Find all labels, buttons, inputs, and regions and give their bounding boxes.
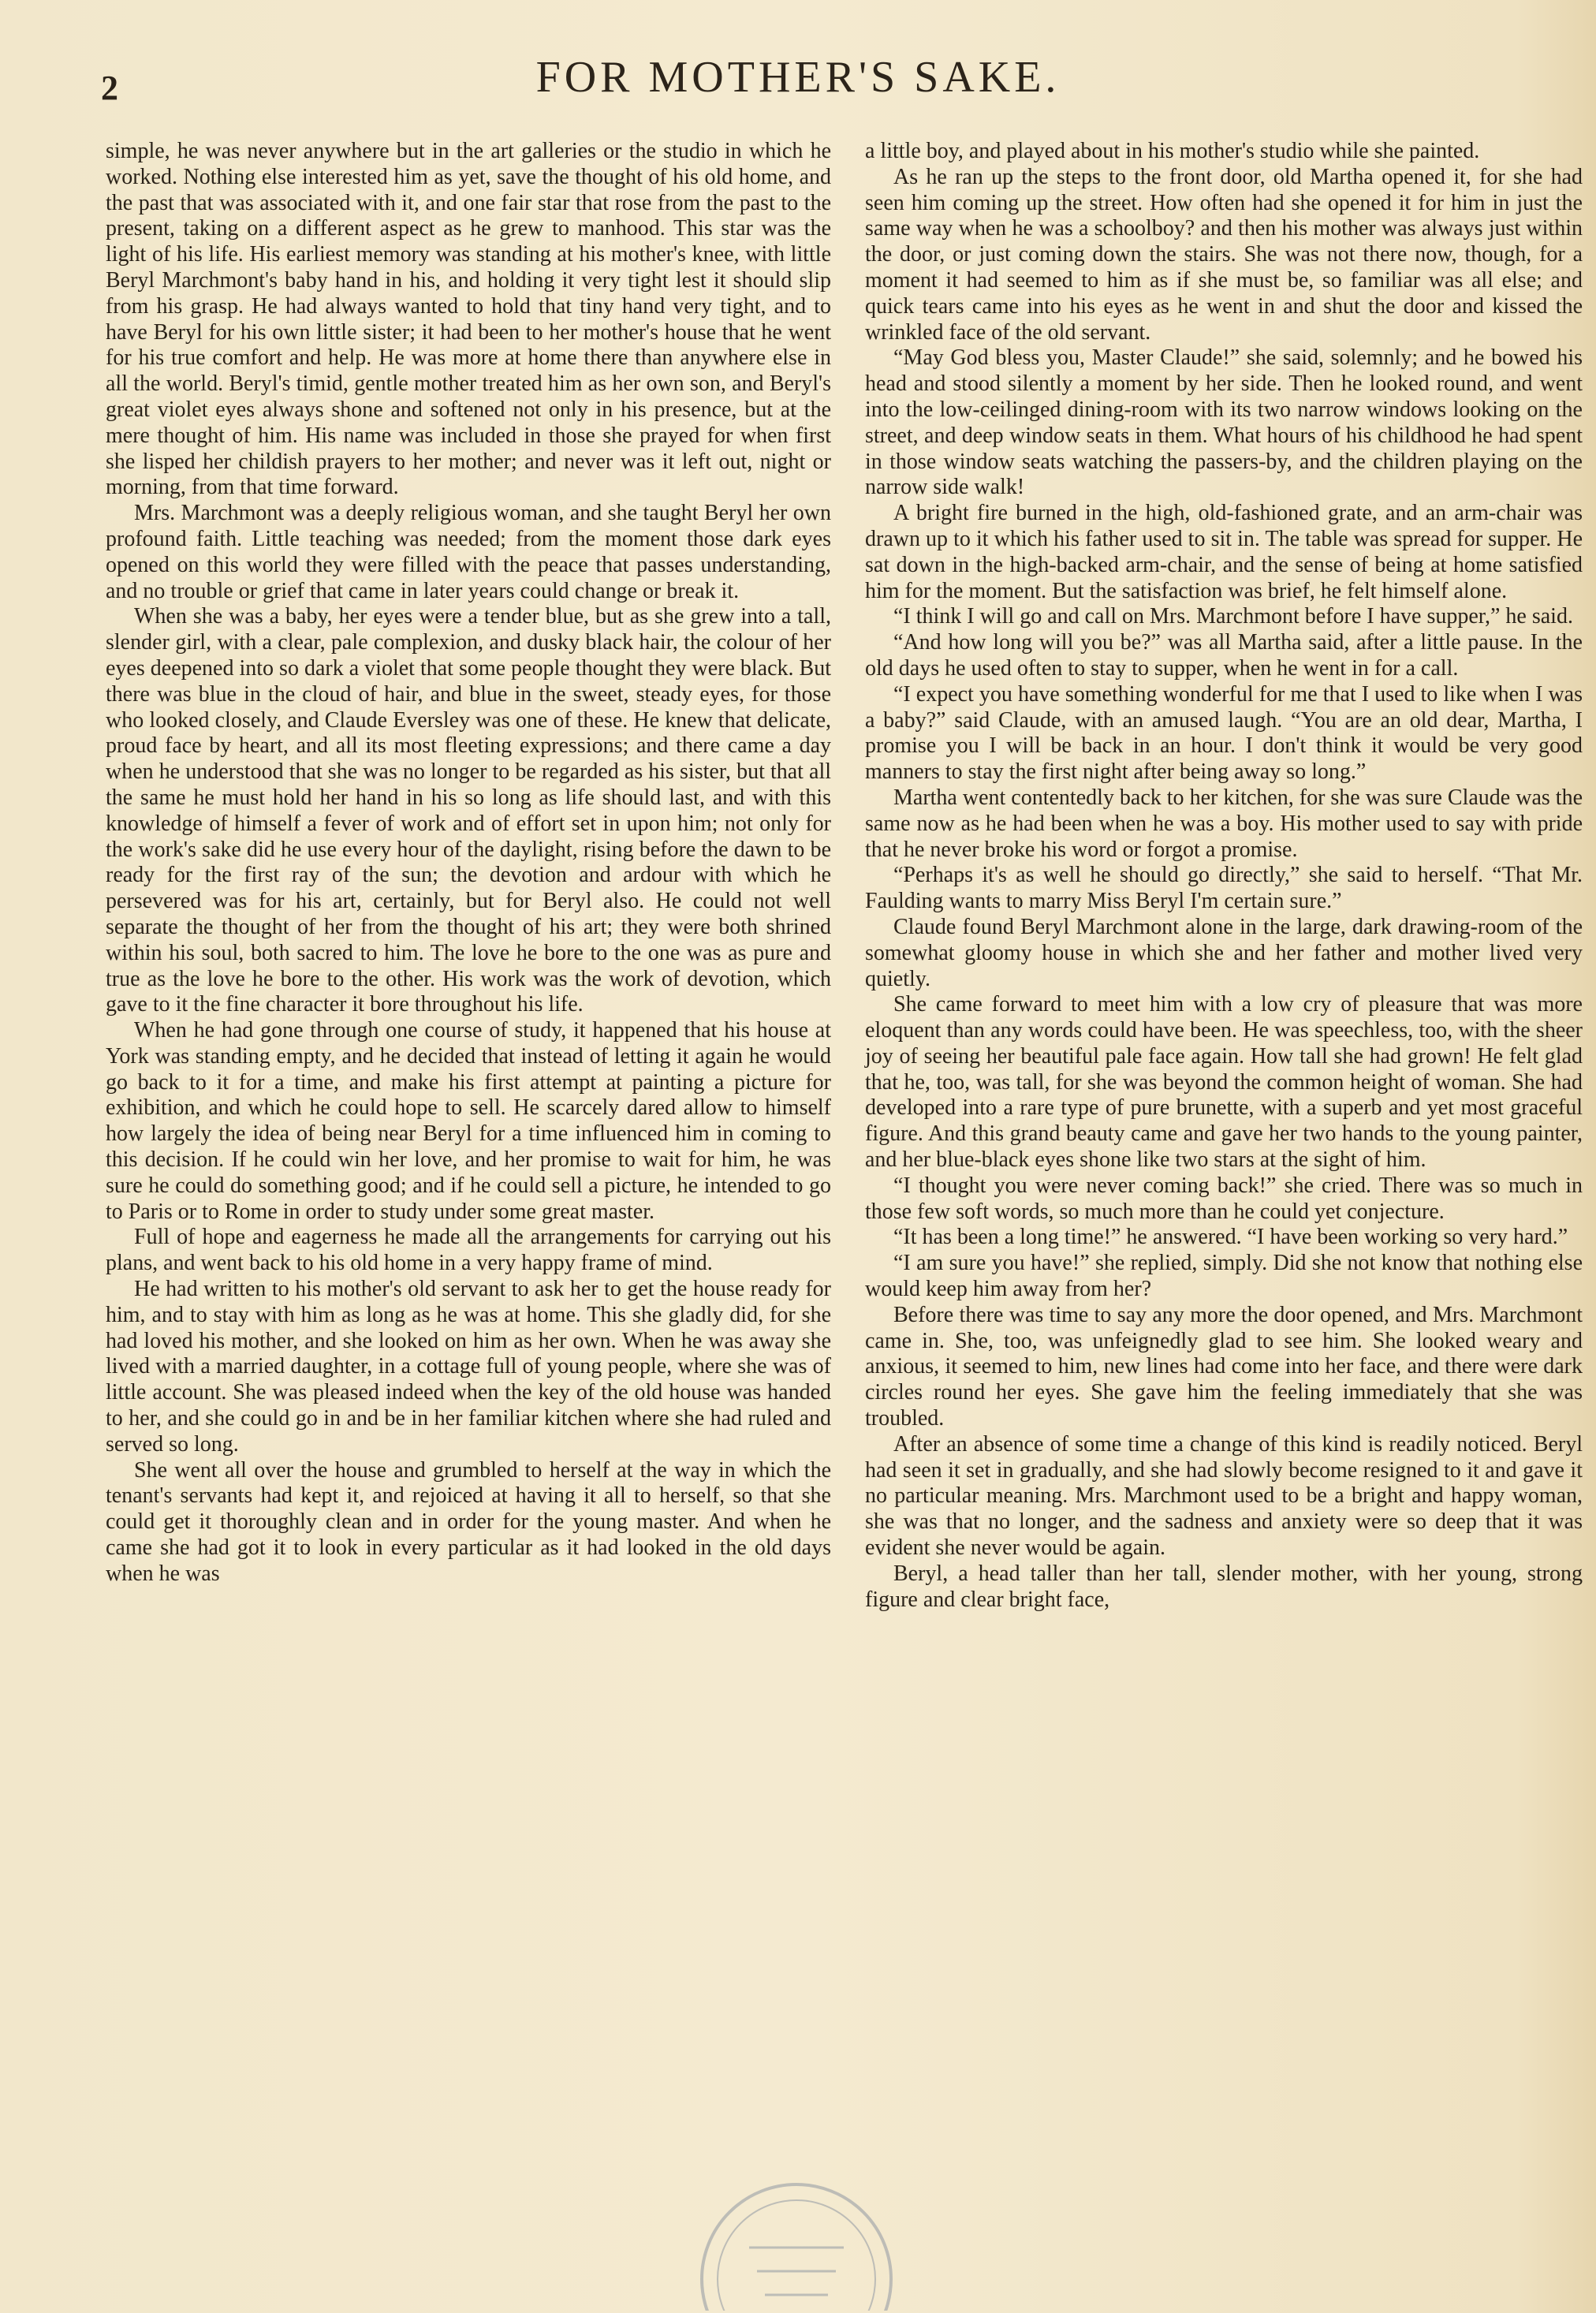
- paragraph: As he ran up the steps to the front door, old Martha opened it, for she had seen him coming up the street. How often had she opened it for him in just the same way when he was a schoolboy? and then his mother was always just within the door, or just coming down the stairs. She was not there now, though, for a moment it had seemed to him as if she must be, so familiar was all else; and quick tears came into his eyes as he went in and shut the door and kissed the wrinkled face of the old servant.: [865, 164, 1583, 345]
- paragraph: Beryl, a head taller than her tall, slender mother, with her young, strong figure and clear bright face,: [865, 1561, 1583, 1612]
- paragraph: When she was a baby, her eyes were a tender blue, but as she grew into a tall, slender girl, with a clear, pale complexion, and dusky black hair, the colour of her eyes deepened into so dark a violet that some people thought they were black. But there was blue in the cloud of hair, and blue in the sweet, steady eyes, for those who looked closely, and Claude Eversley was one of these. He knew that delicate, proud face by heart, and all its most fleeting expressions; and there came a day when he understood that she was no longer to be regarded as his sister, but that all the same he must hold her hand in his so long as life should last, and with this knowledge of himself a fever of work and of effort set in upon him; not only for the work's sake did he use every hour of the daylight, rising before the dawn to be ready for the first ray of the sun; the devotion and ardour with which he persevered was for his art, certainly, but for Beryl also. He could not well separate the thought of her from the thought of his art; they were both shrined within his soul, both sacred to him. The love he bore to the one was as pure and true as the love he bore to the other. His work was the work of devotion, which gave to it the fine character it bore throughout his life.: [106, 604, 831, 1017]
- paragraph: He had written to his mother's old servant to ask her to get the house ready for him, and to stay with him as long as he was at home. This she gladly did, for she had loved his mother, and she looked on him as her own. When he was away she lived with a married daughter, in a cottage full of young people, where she was of little account. She was pleased indeed when the key of the old house was handed to her, and she could go in and be in her familiar kitchen where she had ruled and served so long.: [106, 1277, 831, 1457]
- paragraph: She went all over the house and grumbled to herself at the way in which the tenant's servants had kept it, and rejoiced at having it all to herself, so that she could get it thoroughly clean and in order for the young master. And when he came she had got it to look in every particular as it had looked in the old days when he was: [106, 1457, 831, 1586]
- right-column: [865, 139, 1583, 1613]
- paragraph: She came forward to meet him with a low cry of pleasure that was more eloquent than any words could have been. He was speechless, too, with the sheer joy of seeing her beautiful pale face again. How tall she had grown! He felt glad that he, too, was tall, for she was beyond the common height of woman. She had developed into a rare type of pure brunette, with a superb and yet most graceful figure. And this grand beauty came and gave her two hands to the young painter, and her blue-black eyes shone like two stars at the sight of him.: [865, 992, 1583, 1173]
- left-column: [106, 139, 831, 1587]
- paragraph: After an absence of some time a change of this kind is readily noticed. Beryl had seen it set in gradually, and she had slowly become resigned to it and gave it no particular meaning. Mrs. Marchmont used to be a bright and happy woman, she was that no longer, and the sadness and anxiety were so deep that it was evident she never would be again.: [865, 1431, 1583, 1561]
- paragraph: simple, he was never anywhere but in the art galleries or the studio in which he worked. Nothing else interested him as yet, save the thought of his old home, and the past that was associated with it, and one fair star that rose from the past to the present, taking on a different aspect as he grew to manhood. This star was the light of his life. His earliest memory was standing at his mother's knee, with little Beryl Marchmont's baby hand in his, and holding it very tight lest it should slip from his grasp. He had always wanted to hold that tiny hand very tight, and to have Beryl for his own little sister; it had been to her mother's house that he went for his true comfort and help. He was more at home there than anywhere else in all the world. Beryl's timid, gentle mother treated him as her own son, and Beryl's great violet eyes always shone and softened not only in his presence, but at the mere thought of him. His name was included in those she prayed for when first she lisped her childish prayers to her mother; and never was it left out, night or morning, from that time forward.: [106, 139, 831, 500]
- running-head-title: FOR MOTHER'S SAKE.: [535, 53, 1061, 102]
- paragraph: When he had gone through one course of study, it happened that his house at York was standing empty, and he decided that instead of letting it again he would go back to it for a time, and make his first attempt at painting a picture for exhibition, and which he could hope to sell. He scarcely dared allow to himself how largely the idea of being near Beryl for a time influenced him in coming to this decision. If he could win her love, and her promise to wait for him, he was sure he could do something good; and if he could sell a picture, he intended to go to Paris or to Rome in order to study under some great master.: [106, 1018, 831, 1224]
- paragraph: “I am sure you have!” she replied, simply. Did she not know that nothing else would keep him away from her?: [865, 1251, 1583, 1302]
- paragraph: “Perhaps it's as well he should go directly,” she said to herself. “That Mr. Faulding wants to marry Miss Beryl I'm certain sure.”: [865, 863, 1583, 914]
- page-number: 2: [101, 69, 119, 107]
- paragraph: “I expect you have something wonderful for me that I used to like when I was a baby?” said Claude, with an amused laugh. “You are an old dear, Martha, I promise you I will be back in an hour. I don't think it would be very good manners to stay the first night after being away so long.”: [865, 681, 1583, 785]
- library-stamp-icon: [678, 2161, 915, 2311]
- paragraph: Claude found Beryl Marchmont alone in the large, dark drawing-room of the somewhat gloomy house in which she and her father and mother lived very quietly.: [865, 914, 1583, 991]
- paragraph: “May God bless you, Master Claude!” she said, solemnly; and he bowed his head and stood silently a moment by her side. Then he looked round, and went into the low-ceilinged dining-room with its two narrow windows looking on the street, and deep window seats in them. What hours of his childhood he had spent in those window seats watching the passers-by, and the children playing on the narrow side walk!: [865, 345, 1583, 500]
- paragraph: Mrs. Marchmont was a deeply religious woman, and she taught Beryl her own profound faith. Little teaching was needed; from the moment those dark eyes opened on this world they were filled with the peace that passes understanding, and no trouble or grief that came in later years could change or break it.: [106, 501, 831, 603]
- paragraph: Before there was time to say any more the door opened, and Mrs. Marchmont came in. She, too, was unfeignedly glad to see him. She looked weary and anxious, it seemed to him, new lines had come into her face, and there were dark circles round her eyes. She gave him the feeling immediately that she was troubled.: [865, 1302, 1583, 1431]
- paragraph: “I thought you were never coming back!” she cried. There was so much in those few soft words, so much more than he could yet conjecture.: [865, 1173, 1583, 1224]
- paragraph: “It has been a long time!” he answered. “I have been working so very hard.”: [893, 1225, 1568, 1250]
- paragraph: Martha went contentedly back to her kitchen, for she was sure Claude was the same now as he had been when he was a boy. His mother used to say with pride that he never broke his word or forgot a promise.: [865, 785, 1583, 862]
- paragraph: “I think I will go and call on Mrs. Marchmont before I have supper,” he said.: [893, 604, 1573, 629]
- paragraph: Full of hope and eagerness he made all the arrangements for carrying out his plans, and went back to his old home in a very happy frame of mind.: [106, 1225, 831, 1276]
- paragraph: “And how long will you be?” was all Martha said, after a little pause. In the old days he used often to stay to supper, when he went in for a call.: [865, 630, 1583, 681]
- paragraph: a little boy, and played about in his mother's studio while she painted.: [865, 139, 1480, 163]
- paragraph: A bright fire burned in the high, old-fashioned grate, and an arm-chair was drawn up to it which his father used to sit in. The table was spread for supper. He sat down in the high-backed arm-chair, and the sense of being at home satisfied him for the moment. But the satisfaction was brief, he felt himself alone.: [865, 501, 1583, 603]
